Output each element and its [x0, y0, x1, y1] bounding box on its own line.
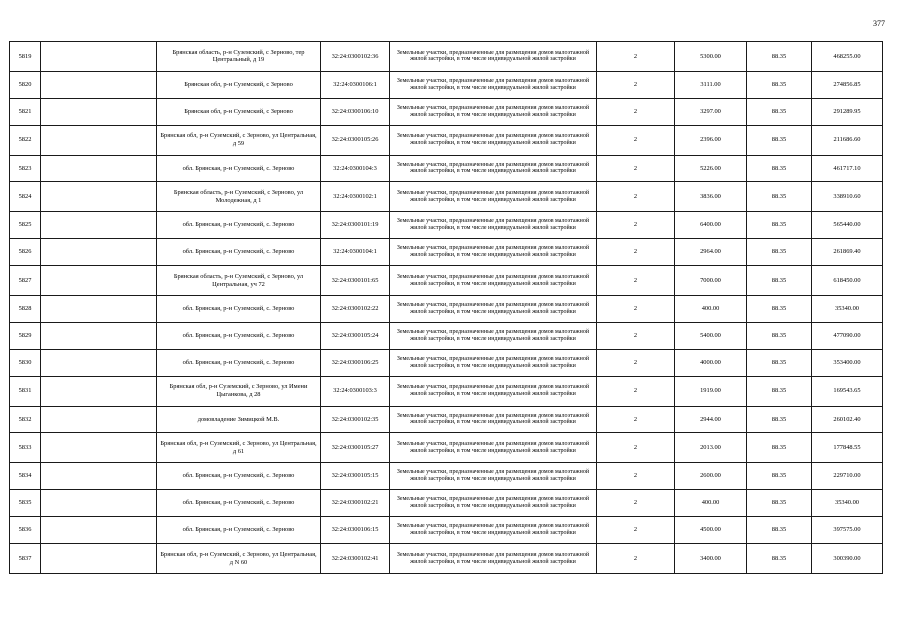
- land-purpose-cell: Земельные участки, предназначенные для размещения домов малоэтажной жилой застройки, в том числе индивидуальной жилой застройки: [390, 433, 597, 463]
- address-cell: Брянская обл, р-н Суземский, с Зерново, ул Имени Цыганкова, д 28: [157, 376, 321, 406]
- category-cell: 2: [597, 42, 675, 72]
- cadastral-value-cell: 565440.00: [812, 212, 883, 239]
- area-cell: 6400.00: [675, 212, 747, 239]
- land-purpose-cell: Земельные участки, предназначенные для размещения домов малоэтажной жилой застройки, в том числе индивидуальной жилой застройки: [390, 71, 597, 98]
- cadastral-number-cell: 32:24:0300102:21: [321, 490, 390, 517]
- blank-cell: [41, 71, 157, 98]
- address-cell: обл. Брянская, р-н Суземский, с. Зерново: [157, 517, 321, 544]
- table-row: [10, 433, 883, 463]
- record-number-cell: 5833: [10, 433, 41, 463]
- record-number-cell: 5829: [10, 322, 41, 349]
- area-cell: 2013.00: [675, 433, 747, 463]
- land-purpose-cell: Земельные участки, предназначенные для размещения домов малоэтажной жилой застройки, в том числе индивидуальной жилой застройки: [390, 212, 597, 239]
- rate-cell: 88.35: [747, 490, 812, 517]
- address-cell: обл. Брянская, р-н Суземский, с. Зерново: [157, 490, 321, 517]
- cadastral-number-cell: 32:24:0300101:19: [321, 212, 390, 239]
- cadastral-number-cell: 32:24:0300106:10: [321, 98, 390, 125]
- land-purpose-cell: Земельные участки, предназначенные для размещения домов малоэтажной жилой застройки, в том числе индивидуальной жилой застройки: [390, 322, 597, 349]
- cadastral-value-cell: 211686.60: [812, 125, 883, 155]
- record-number-cell: 5835: [10, 490, 41, 517]
- rate-cell: 88.35: [747, 544, 812, 574]
- cadastral-number-cell: 32:24:0300104:3: [321, 155, 390, 182]
- area-cell: 3297.00: [675, 98, 747, 125]
- blank-cell: [41, 182, 157, 212]
- category-cell: 2: [597, 295, 675, 322]
- record-number-cell: 5827: [10, 266, 41, 296]
- address-cell: домовладение Зимицкой М.В.: [157, 406, 321, 433]
- blank-cell: [41, 239, 157, 266]
- record-number-cell: 5824: [10, 182, 41, 212]
- table-row: [10, 406, 883, 433]
- blank-cell: [41, 463, 157, 490]
- land-purpose-cell: Земельные участки, предназначенные для размещения домов малоэтажной жилой застройки, в том числе индивидуальной жилой застройки: [390, 490, 597, 517]
- rate-cell: 88.35: [747, 212, 812, 239]
- category-cell: 2: [597, 406, 675, 433]
- record-number-cell: 5823: [10, 155, 41, 182]
- address-cell: обл. Брянская, р-н Суземский, с. Зерново: [157, 349, 321, 376]
- cadastral-number-cell: 32:24:0300102:1: [321, 182, 390, 212]
- land-purpose-cell: Земельные участки, предназначенные для размещения домов малоэтажной жилой застройки, в том числе индивидуальной жилой застройки: [390, 239, 597, 266]
- cadastral-number-cell: 32:24:0300106:25: [321, 349, 390, 376]
- record-number-cell: 5831: [10, 376, 41, 406]
- record-number-cell: 5834: [10, 463, 41, 490]
- blank-cell: [41, 490, 157, 517]
- rate-cell: 88.35: [747, 295, 812, 322]
- table-row: [10, 155, 883, 182]
- rate-cell: 88.35: [747, 463, 812, 490]
- address-cell: Брянская обл, р-н Суземский, с Зерново: [157, 71, 321, 98]
- table-row: [10, 376, 883, 406]
- record-number-cell: 5830: [10, 349, 41, 376]
- cadastral-number-cell: 32:24:0300102:41: [321, 544, 390, 574]
- cadastral-value-cell: 260102.40: [812, 406, 883, 433]
- cadastral-number-cell: 32:24:0300104:1: [321, 239, 390, 266]
- table-row: [10, 295, 883, 322]
- category-cell: 2: [597, 376, 675, 406]
- cadastral-number-cell: 32:24:0300103:3: [321, 376, 390, 406]
- address-cell: Брянская область, р-н Суземский, с Зерново, ул Молодежная, д 1: [157, 182, 321, 212]
- address-cell: обл. Брянская, р-н Суземский, с. Зерново: [157, 212, 321, 239]
- area-cell: 5400.00: [675, 322, 747, 349]
- cadastral-value-cell: 300390.00: [812, 544, 883, 574]
- table-row: [10, 349, 883, 376]
- record-number-cell: 5820: [10, 71, 41, 98]
- land-purpose-cell: Земельные участки, предназначенные для размещения домов малоэтажной жилой застройки, в том числе индивидуальной жилой застройки: [390, 463, 597, 490]
- land-purpose-cell: Земельные участки, предназначенные для размещения домов малоэтажной жилой застройки, в том числе индивидуальной жилой застройки: [390, 266, 597, 296]
- table-row: [10, 71, 883, 98]
- record-number-cell: 5826: [10, 239, 41, 266]
- blank-cell: [41, 322, 157, 349]
- category-cell: 2: [597, 155, 675, 182]
- cadastral-value-cell: 35340.00: [812, 490, 883, 517]
- category-cell: 2: [597, 266, 675, 296]
- page-number: 377: [873, 19, 885, 28]
- blank-cell: [41, 266, 157, 296]
- address-cell: Брянская обл, р-н Суземский, с Зерново: [157, 98, 321, 125]
- blank-cell: [41, 98, 157, 125]
- cadastral-number-cell: 32:24:0300102:35: [321, 406, 390, 433]
- category-cell: 2: [597, 490, 675, 517]
- blank-cell: [41, 349, 157, 376]
- category-cell: 2: [597, 349, 675, 376]
- rate-cell: 88.35: [747, 239, 812, 266]
- land-purpose-cell: Земельные участки, предназначенные для размещения домов малоэтажной жилой застройки, в том числе индивидуальной жилой застройки: [390, 295, 597, 322]
- category-cell: 2: [597, 544, 675, 574]
- category-cell: 2: [597, 322, 675, 349]
- rate-cell: 88.35: [747, 433, 812, 463]
- table-row: [10, 125, 883, 155]
- rate-cell: 88.35: [747, 71, 812, 98]
- cadastral-value-cell: 461717.10: [812, 155, 883, 182]
- table-row: [10, 322, 883, 349]
- area-cell: 2396.00: [675, 125, 747, 155]
- cadastral-value-cell: 618450.00: [812, 266, 883, 296]
- category-cell: 2: [597, 182, 675, 212]
- blank-cell: [41, 376, 157, 406]
- rate-cell: 88.35: [747, 42, 812, 72]
- record-number-cell: 5822: [10, 125, 41, 155]
- area-cell: 3111.00: [675, 71, 747, 98]
- cadastral-number-cell: 32:24:0300105:26: [321, 125, 390, 155]
- area-cell: 400.00: [675, 295, 747, 322]
- table-row: [10, 544, 883, 574]
- address-cell: Брянская область, р-н Суземский, с Зерново, тер Центральный, д 19: [157, 42, 321, 72]
- category-cell: 2: [597, 125, 675, 155]
- category-cell: 2: [597, 433, 675, 463]
- rate-cell: 88.35: [747, 322, 812, 349]
- cadastral-number-cell: 32:24:0300105:15: [321, 463, 390, 490]
- address-cell: Брянская обл, р-н Суземский, с Зерново, ул Центральная, д N 60: [157, 544, 321, 574]
- land-purpose-cell: Земельные участки, предназначенные для размещения домов малоэтажной жилой застройки, в том числе индивидуальной жилой застройки: [390, 517, 597, 544]
- record-number-cell: 5821: [10, 98, 41, 125]
- record-number-cell: 5837: [10, 544, 41, 574]
- land-purpose-cell: Земельные участки, предназначенные для размещения домов малоэтажной жилой застройки, в том числе индивидуальной жилой застройки: [390, 155, 597, 182]
- address-cell: Брянская обл, р-н Суземский, с Зерново, ул Центральная, д 61: [157, 433, 321, 463]
- blank-cell: [41, 544, 157, 574]
- area-cell: 4000.00: [675, 349, 747, 376]
- table-row: [10, 517, 883, 544]
- area-cell: 4500.00: [675, 517, 747, 544]
- land-purpose-cell: Земельные участки, предназначенные для размещения домов малоэтажной жилой застройки, в том числе индивидуальной жилой застройки: [390, 376, 597, 406]
- land-purpose-cell: Земельные участки, предназначенные для размещения домов малоэтажной жилой застройки, в том числе индивидуальной жилой застройки: [390, 125, 597, 155]
- area-cell: 2964.00: [675, 239, 747, 266]
- category-cell: 2: [597, 517, 675, 544]
- blank-cell: [41, 517, 157, 544]
- cadastral-value-cell: 274856.85: [812, 71, 883, 98]
- cadastral-number-cell: 32:24:0300102:22: [321, 295, 390, 322]
- land-registry-table: [9, 41, 883, 574]
- rate-cell: 88.35: [747, 266, 812, 296]
- area-cell: 3400.00: [675, 544, 747, 574]
- land-purpose-cell: Земельные участки, предназначенные для размещения домов малоэтажной жилой застройки, в том числе индивидуальной жилой застройки: [390, 42, 597, 72]
- land-purpose-cell: Земельные участки, предназначенные для размещения домов малоэтажной жилой застройки, в том числе индивидуальной жилой застройки: [390, 406, 597, 433]
- cadastral-number-cell: 32:24:0300102:36: [321, 42, 390, 72]
- area-cell: 5300.00: [675, 42, 747, 72]
- address-cell: обл. Брянская, р-н Суземский, с. Зерново: [157, 463, 321, 490]
- area-cell: 7000.00: [675, 266, 747, 296]
- area-cell: 2944.00: [675, 406, 747, 433]
- table-row: [10, 239, 883, 266]
- cadastral-value-cell: 177848.55: [812, 433, 883, 463]
- address-cell: обл. Брянская, р-н Суземский, с. Зерново: [157, 322, 321, 349]
- area-cell: 400.00: [675, 490, 747, 517]
- category-cell: 2: [597, 239, 675, 266]
- area-cell: 3836.00: [675, 182, 747, 212]
- cadastral-number-cell: 32:24:0300105:24: [321, 322, 390, 349]
- cadastral-value-cell: 291289.95: [812, 98, 883, 125]
- blank-cell: [41, 433, 157, 463]
- rate-cell: 88.35: [747, 182, 812, 212]
- record-number-cell: 5836: [10, 517, 41, 544]
- cadastral-number-cell: 32:24:0300106:15: [321, 517, 390, 544]
- record-number-cell: 5828: [10, 295, 41, 322]
- blank-cell: [41, 406, 157, 433]
- category-cell: 2: [597, 212, 675, 239]
- table-row: [10, 463, 883, 490]
- rate-cell: 88.35: [747, 125, 812, 155]
- record-number-cell: 5819: [10, 42, 41, 72]
- address-cell: Брянская область, р-н Суземский, с Зерново, ул Центральная, уч 72: [157, 266, 321, 296]
- table-row: [10, 490, 883, 517]
- cadastral-number-cell: 32:24:0300101:65: [321, 266, 390, 296]
- table-row: [10, 266, 883, 296]
- land-purpose-cell: Земельные участки, предназначенные для размещения домов малоэтажной жилой застройки, в том числе индивидуальной жилой застройки: [390, 544, 597, 574]
- address-cell: обл. Брянская, р-н Суземский, с. Зерново: [157, 239, 321, 266]
- record-number-cell: 5825: [10, 212, 41, 239]
- land-purpose-cell: Земельные участки, предназначенные для размещения домов малоэтажной жилой застройки, в том числе индивидуальной жилой застройки: [390, 349, 597, 376]
- cadastral-value-cell: 353400.00: [812, 349, 883, 376]
- rate-cell: 88.35: [747, 406, 812, 433]
- cadastral-value-cell: 261869.40: [812, 239, 883, 266]
- cadastral-number-cell: 32:24:0300106:1: [321, 71, 390, 98]
- rate-cell: 88.35: [747, 517, 812, 544]
- rate-cell: 88.35: [747, 376, 812, 406]
- address-cell: Брянская обл, р-н Суземский, с Зерново, ул Центральная, д 59: [157, 125, 321, 155]
- address-cell: обл. Брянская, р-н Суземский, с. Зерново: [157, 295, 321, 322]
- rate-cell: 88.35: [747, 349, 812, 376]
- cadastral-number-cell: 32:24:0300105:27: [321, 433, 390, 463]
- cadastral-value-cell: 35340.00: [812, 295, 883, 322]
- blank-cell: [41, 295, 157, 322]
- blank-cell: [41, 42, 157, 72]
- table-row: [10, 98, 883, 125]
- category-cell: 2: [597, 71, 675, 98]
- record-number-cell: 5832: [10, 406, 41, 433]
- area-cell: 5226.00: [675, 155, 747, 182]
- rate-cell: 88.35: [747, 98, 812, 125]
- cadastral-value-cell: 338910.60: [812, 182, 883, 212]
- cadastral-value-cell: 477090.00: [812, 322, 883, 349]
- land-purpose-cell: Земельные участки, предназначенные для размещения домов малоэтажной жилой застройки, в том числе индивидуальной жилой застройки: [390, 182, 597, 212]
- cadastral-value-cell: 397575.00: [812, 517, 883, 544]
- category-cell: 2: [597, 463, 675, 490]
- area-cell: 2600.00: [675, 463, 747, 490]
- cadastral-value-cell: 169543.65: [812, 376, 883, 406]
- blank-cell: [41, 212, 157, 239]
- land-purpose-cell: Земельные участки, предназначенные для размещения домов малоэтажной жилой застройки, в том числе индивидуальной жилой застройки: [390, 98, 597, 125]
- blank-cell: [41, 125, 157, 155]
- table-row: [10, 182, 883, 212]
- cadastral-value-cell: 229710.00: [812, 463, 883, 490]
- area-cell: 1919.00: [675, 376, 747, 406]
- table-row: [10, 42, 883, 72]
- blank-cell: [41, 155, 157, 182]
- cadastral-value-cell: 468255.00: [812, 42, 883, 72]
- category-cell: 2: [597, 98, 675, 125]
- address-cell: обл. Брянская, р-н Суземский, с. Зерново: [157, 155, 321, 182]
- table-row: [10, 212, 883, 239]
- rate-cell: 88.35: [747, 155, 812, 182]
